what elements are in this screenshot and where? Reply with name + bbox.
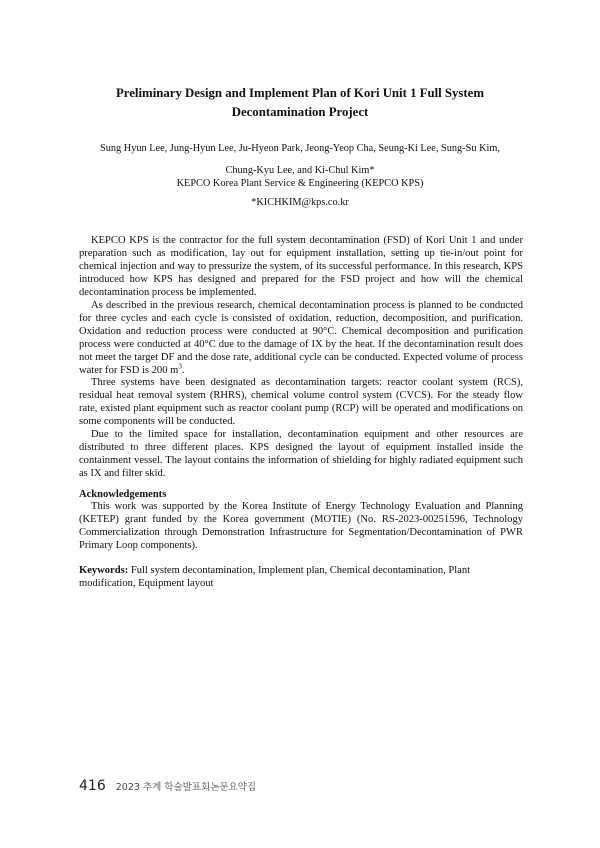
paragraph-2	[79, 300, 523, 378]
title-line-2: Decontamination Project	[231, 105, 369, 119]
abstract-body	[79, 235, 523, 481]
keywords-text: Full system decontamination, Implement plan, Chemical decontamination, Plant modification, Equipment layout	[79, 565, 471, 589]
acknowledgements-heading: Acknowledgements	[79, 489, 167, 500]
paragraph-1: KEPCO KPS is the contractor for the full system decontamination (FSD) of Kori Unit 1 and under preparation such as modification, lay out for equipment installation, setting up tie-in/out point for chemical injection and way to pressurize the system, of its successful performance. In this research, KPS introduced how KPS has designed and prepared for the FSD project and how will the chemical decontamination process be implemented.	[79, 235, 523, 298]
paragraph-2-text: As described in the previous research, chemical decontamination process is planned to be conducted for three cycles and each cycle is consisted of oxidation, reduction, decomposition, and purification. Oxidation and reduction process were conducted at 90°C. Chemical decomposition and purification process were conducted at 40°C due to the damage of IX by the heat. If the decontamination result does not meet the target DF and the dose rate, additional cycle can be conducted. Expected volume of process water for FSD is 200 m	[79, 299, 523, 376]
acknowledgements-text: This work was supported by the Korea Institute of Energy Technology Evaluation and Planning (KETEP) grant funded by the Korea government (MOTIE) (No. RS-2023-00251596, Technology Commercialization through Demonstration Infrastructure for Segmentation/Decontamination of PWR Primary Loop components).	[79, 501, 523, 551]
paper-title	[60, 84, 540, 122]
paragraph-2-end: .	[181, 364, 185, 376]
paragraph-3: Three systems have been designated as decontamination targets: reactor coolant system (RCS), residual heat removal system (RHRS), chemical volume control system (CVCS). For the steady flow rate, existed plant equipment such as reactor coolant pump (RCP) will be operated and modifications on some components will be conducted.	[79, 377, 523, 428]
author-list	[60, 138, 540, 182]
corresponding-email: *KICHKIM@kps.co.kr	[251, 197, 349, 208]
keywords	[79, 565, 523, 591]
title-line-1: Preliminary Design and Implement Plan of Kori Unit 1 Full System	[115, 86, 485, 100]
page-footer	[79, 778, 256, 794]
authors-line-2: Chung-Kyu Lee, and Ki-Chul Kim*	[225, 165, 375, 176]
affiliation: KEPCO Korea Plant Service & Engineering (KEPCO KPS)	[176, 178, 424, 189]
page-number: 416	[79, 778, 106, 794]
keywords-label: Keywords:	[79, 565, 129, 576]
paragraph-4: Due to the limited space for installation, decontamination equipment and other resources are distributed to three different places. KPS designed the layout of equipment installed inside the containment vessel. The layout contains the information of shielding for highly radiated equipment such as IX and filter skid.	[79, 429, 523, 480]
authors-line-1: Sung Hyun Lee, Jung-Hyun Lee, Ju-Hyeon Park, Jeong-Yeop Cha, Seung-Ki Lee, Sung-Su Kim,	[100, 143, 500, 154]
proceedings-title: 2023 추계 학술발표회논문요약집	[115, 782, 257, 793]
unit-superscript: 3	[178, 362, 182, 371]
